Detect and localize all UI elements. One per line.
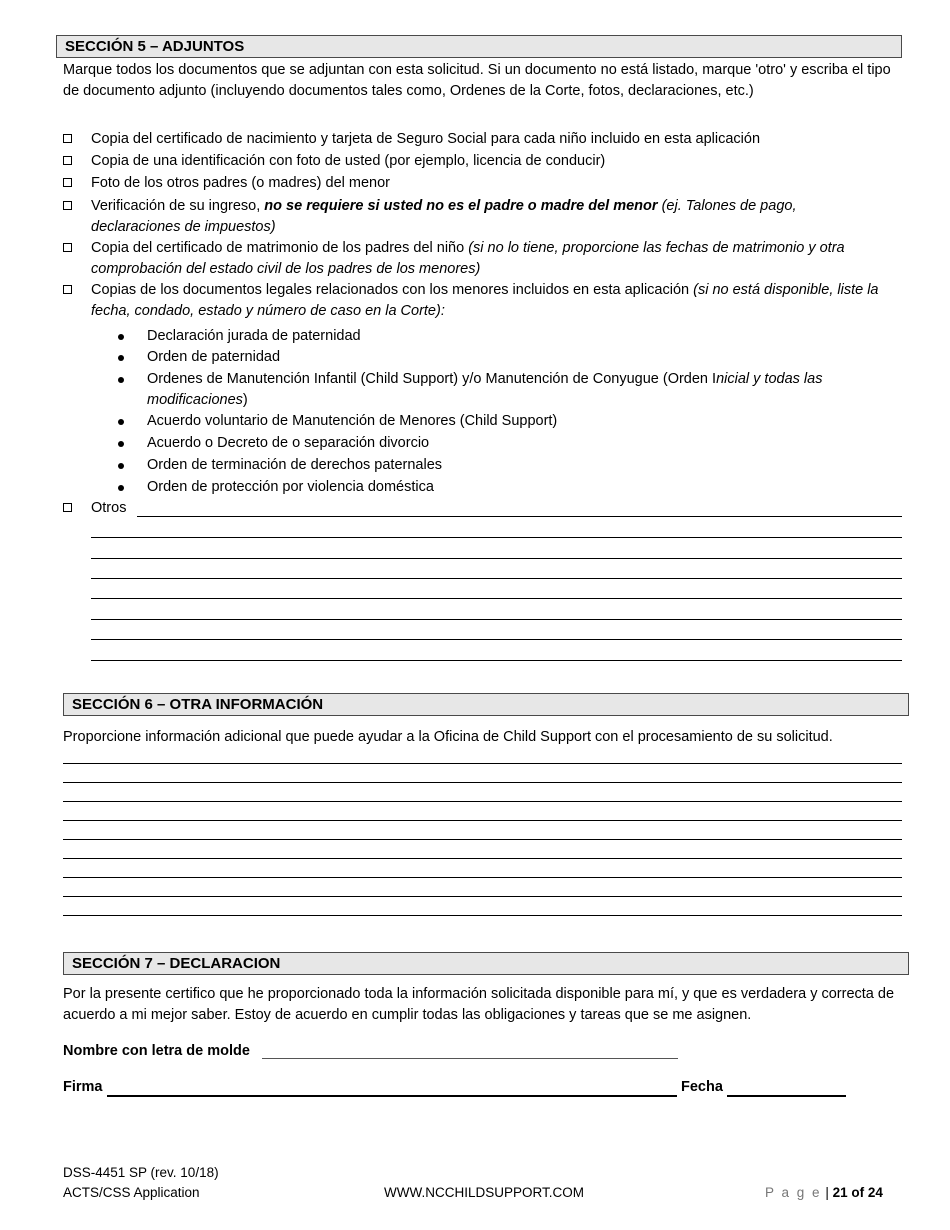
bullet-icon <box>118 355 124 361</box>
form-id: DSS-4451 SP (rev. 10/18) <box>63 1165 219 1180</box>
info-write-line[interactable] <box>63 858 902 859</box>
bullet-icon <box>118 419 124 425</box>
signature-label: Firma <box>63 1079 103 1095</box>
section7-declaration: Por la presente certifico que he proporcionado toda la información solicitada disponible para mí, y que es verdadera y correcta de acuerdo a mi mejor saber. Estoy de acuerdo en cumplir todas las obligaciones y tareas que se me asignen. <box>63 986 895 1023</box>
other-write-line[interactable] <box>91 578 902 579</box>
other-write-line[interactable] <box>91 558 902 559</box>
other-write-line[interactable] <box>91 537 902 538</box>
other-write-line[interactable] <box>91 639 902 640</box>
bullet-icon <box>118 441 124 447</box>
other-write-line[interactable] <box>91 660 902 661</box>
info-write-line[interactable] <box>63 801 902 802</box>
info-write-line[interactable] <box>63 915 902 916</box>
date-line[interactable] <box>727 1095 846 1097</box>
checkbox[interactable] <box>63 243 72 252</box>
section7-heading: SECCIÓN 7 – DECLARACION <box>63 952 909 975</box>
section6-heading: SECCIÓN 6 – OTRA INFORMACIÓN <box>63 693 909 716</box>
bullet-icon <box>118 463 124 469</box>
checkbox[interactable] <box>63 503 72 512</box>
bullet-icon <box>118 334 124 340</box>
info-write-line[interactable] <box>63 763 902 764</box>
other-write-line[interactable] <box>91 598 902 599</box>
other-write-line[interactable] <box>137 516 902 517</box>
info-write-line[interactable] <box>63 896 902 897</box>
info-write-line[interactable] <box>63 877 902 878</box>
bullet-icon <box>118 377 124 383</box>
section5-intro: Marque todos los documentos que se adjuntan con esta solicitud. Si un documento no está listado, marque 'otro' y escriba el tipo de documento adjunto (incluyendo documentos tales como, Ordenes de la Corte, fotos, declaraciones, etc.) <box>63 62 891 99</box>
page-number: P a g e | 21 of 24 <box>765 1185 883 1200</box>
info-write-line[interactable] <box>63 820 902 821</box>
checkbox[interactable] <box>63 178 72 187</box>
print-name-label: Nombre con letra de molde <box>63 1043 250 1059</box>
info-write-line[interactable] <box>63 839 902 840</box>
checkbox[interactable] <box>63 285 72 294</box>
signature-line[interactable] <box>107 1095 677 1097</box>
info-write-line[interactable] <box>63 782 902 783</box>
checkbox[interactable] <box>63 134 72 143</box>
application-name: ACTS/CSS Application <box>63 1185 200 1200</box>
checkbox[interactable] <box>63 201 72 210</box>
date-label: Fecha <box>681 1079 723 1095</box>
document-page: SECCIÓN 5 – ADJUNTOS Marque todos los documentos que se adjuntan con esta solicitud. Si un documento no está listado, marque 'otro' y escriba el tipo de documento adjunto (incluyendo documentos tales como, Ordenes de la Corte, fotos, declaraciones, etc.) Copia del certificado de nacimiento y tarjeta de Seguro Social para cada niño incluido en esta aplicación Copia de una identificación con foto de usted (por ejemplo, licencia de conducir) Foto de los otros padres (o madres) del menor Verificación de su ingreso, no se requiere si usted no es el padre o madre del menor (ej. Talones de pago, declaraciones de impuestos) Copia del certificado de matrimonio de los padres del niño (si no lo tiene, proporcione las fechas de matrimonio y otra comprobación del estado civil de los padres de los menores) Copias de los documentos legales relacionados con los menores incluidos en esta aplicación (si no está disponible, liste la fecha, condado, estado y número de caso en la Corte): Declaración jurada de paternidad Orden de paternidad Ordenes de Manutención Infantil (Child Support) y/o Manutención de Conyugue (Orden Inicial y todas las modificaciones) Acuerdo voluntario de Manutención de Menores (Child Support) Acuerdo o Decreto de o separación divorcio Orden de terminación de derechos paternales Orden de protección por violencia doméstica Otros SECCIÓN 6 – OTRA INFORMACIÓN Proporcione información adicional que puede ayudar a la Oficina de Child Support con el procesamiento de su solicitud. SECCIÓN 7 – DECLARACION Por la presente certifico que he proporcionado toda la información solicitada disponible para mí, y que es verdadera y correcta de acuerdo a mi mejor saber. Estoy de acuerdo en cumplir todas las obligaciones y tareas que se me asignen. Nombre con letra de molde Firma Fecha DSS-4451 SP (rev. 10/18) ACTS/CSS Application WWW.NCCHILDSUPPORT.COM P a g e | 21 of 24 <box>0 0 950 1230</box>
section6-intro: Proporcione información adicional que puede ayudar a la Oficina de Child Support con el procesamiento de su solicitud. <box>63 729 833 745</box>
print-name-line[interactable] <box>262 1058 678 1059</box>
other-write-line[interactable] <box>91 619 902 620</box>
website-link[interactable]: WWW.NCCHILDSUPPORT.COM <box>384 1185 585 1200</box>
checkbox[interactable] <box>63 156 72 165</box>
bullet-icon <box>118 485 124 491</box>
section5-heading: SECCIÓN 5 – ADJUNTOS <box>56 35 902 58</box>
